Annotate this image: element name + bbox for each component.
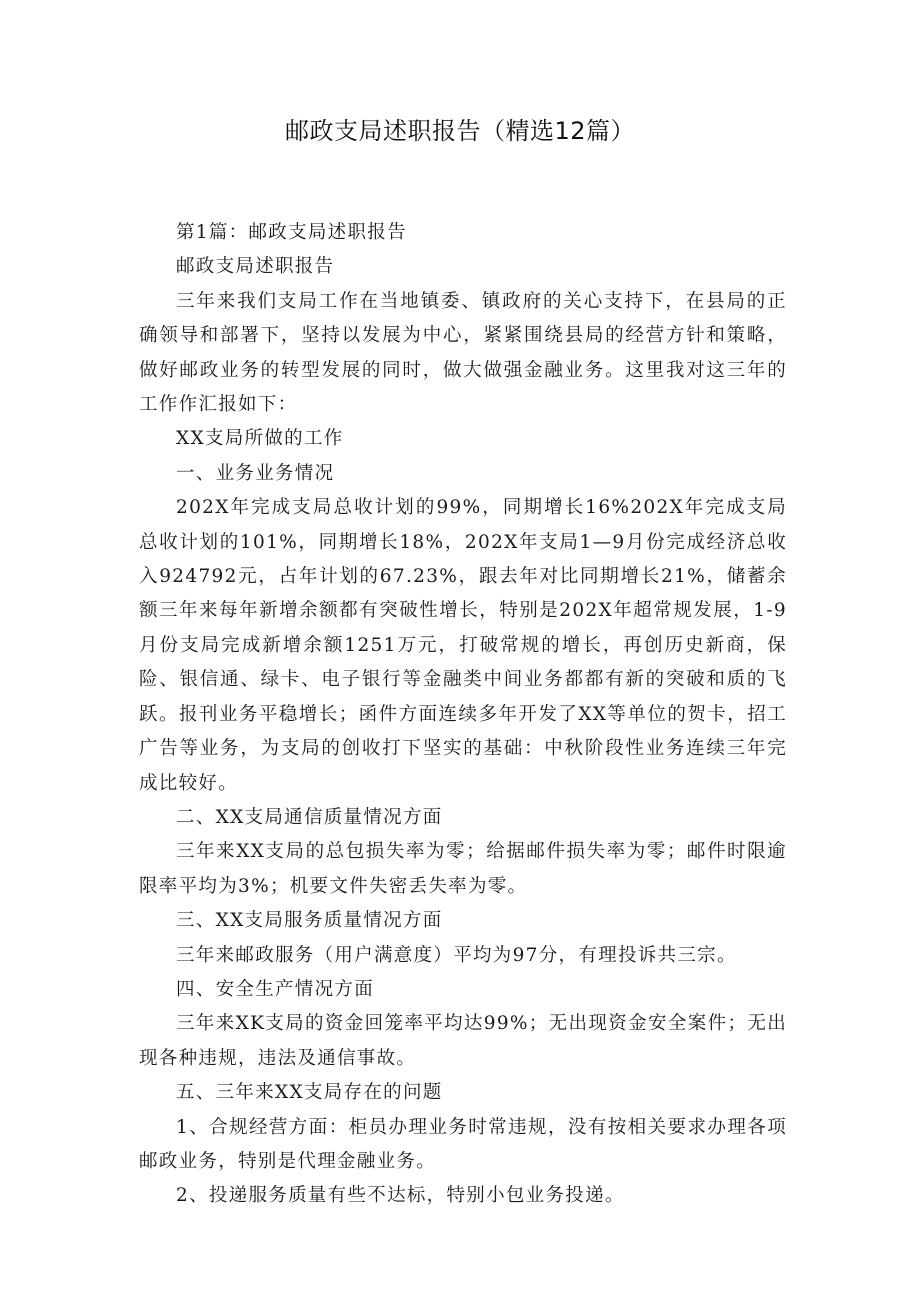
problem-item-1: 1、合规经营方面：柜员办理业务时常违规，没有按相关要求办理各项邮政业务，特别是代理金融业务。 [139,1116,787,1172]
work-heading: XX支局所做的工作 [176,428,344,450]
document-title: 邮政支局述职报告（精选12篇） [284,117,636,145]
section-heading: 第1篇：邮政支局述职报告 [176,222,407,243]
service-quality-heading: 三、XX支局服务质量情况方面 [176,910,443,932]
service-quality-paragraph: 三年来邮政服务（用户满意度）平均为97分，有理投诉共三宗。 [176,944,737,966]
problem-item-2: 2、投递服务质量有些不达标，特别小包业务投递。 [176,1185,625,1207]
problems-heading: 五、三年来XX支局存在的问题 [176,1082,443,1104]
communication-quality-heading: 二、XX支局通信质量情况方面 [176,806,443,828]
business-heading: 一、业务业务情况 [176,462,335,484]
intro-paragraph: 三年来我们支局工作在当地镇委、镇政府的关心支持下，在县局的正确领导和部署下，坚持以发展为中心，紧紧围绕县局的经营方针和策略，做好邮政业务的转型发展的同时，做大做强金融业务。这里我对这三年的工作作汇报如下： [139,290,787,416]
communication-quality-paragraph: 三年来XX支局的总包损失率为零；给据邮件损失率为零；邮件时限逾限率平均为3%；机要文件失密丢失率为零。 [139,841,787,897]
business-paragraph: 202X年完成支局总收计划的99%，同期增长16%202X年完成支局总收计划的101%，同期增长18%，202X年支局1—9月份完成经济总收入924792元，占年计划的67.23%，跟去年对比同期增长21%，储蓄余额三年来每年新增余额都有突破性增长，特别是202X年超常规发展，1-9月份支局完成新增余额1251万元，打破常规的增长，再创历史新商，保险、银信通、绿卡、电子银行等金融类中间业务都都有新的突破和质的飞跃。报刊业务平稳增长；函件方面连续多年开发了XX等单位的贺卡，招工广告等业务，为支局的创收打下坚实的基础：中秋阶段性业务连续三年完成比较好。 [139,497,787,794]
safety-paragraph: 三年来XK支局的资金回笼率平均达99%；无出现资金安全案件；无出现各种违规，违法及通信事故。 [139,1013,787,1069]
document-body [139,216,787,1214]
safety-heading: 四、安全生产情况方面 [176,978,375,1000]
report-heading: 邮政支局述职报告 [176,256,335,278]
